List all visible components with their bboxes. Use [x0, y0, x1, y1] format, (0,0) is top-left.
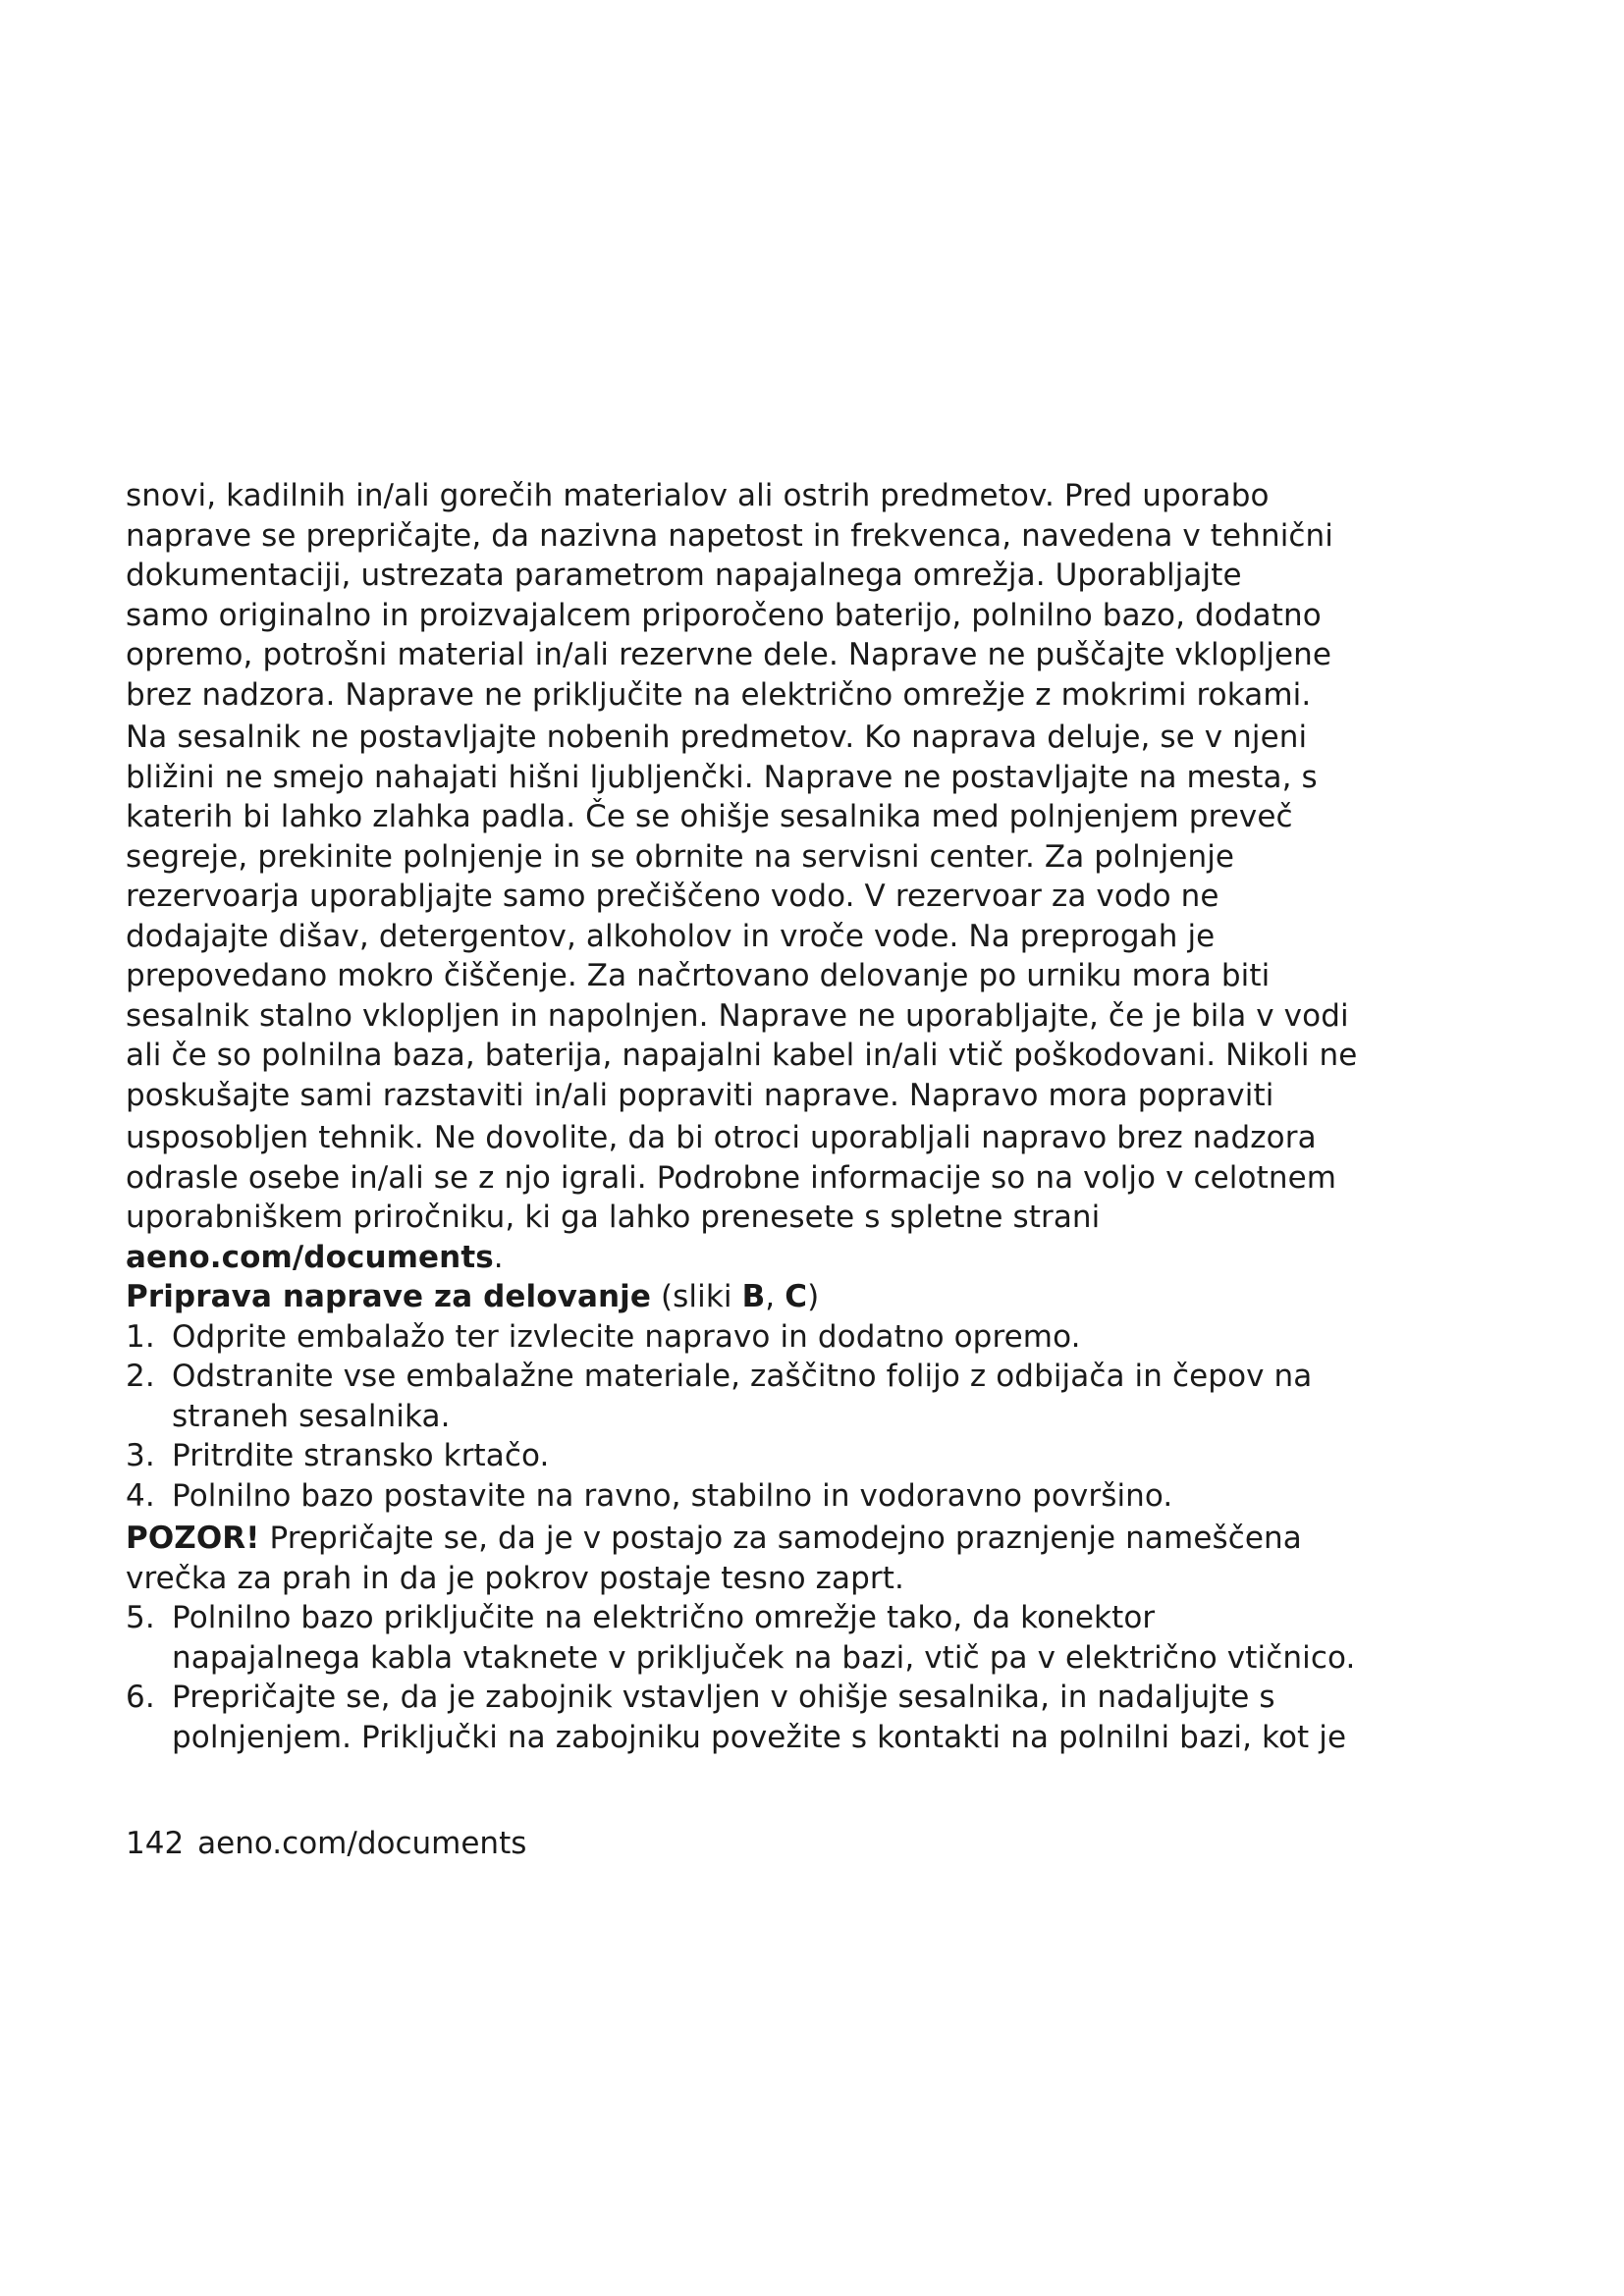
text-line: segreje, prekinite polnjenje in se obrnite na servisni center. Za polnjenje: [126, 838, 1235, 875]
text-line: ali če so polnilna baza, baterija, napajalni kabel in/ali vtič poškodovani. Nikoli ne: [126, 1038, 1358, 1073]
warning-line: POZOR! Prepričajte se, da je v postajo za samodejno praznjenje nameščena: [126, 1521, 1302, 1556]
text-line: snovi, kadilnih in/ali gorečih materialov ali ostrih predmetov. Pred uporabo: [126, 478, 1270, 513]
text-line: usposobljen tehnik. Ne dovolite, da bi otroci uporabljali napravo brez nadzora: [126, 1120, 1317, 1155]
text-line: opremo, potrošni material in/ali rezervne dele. Naprave ne puščajte vklopljene: [126, 637, 1332, 672]
text-line: dodajajte dišav, detergentov, alkoholov in vroče vode. Na preprogah je: [126, 918, 1216, 954]
figure-ref-b: B: [741, 1279, 766, 1314]
list-item: 1. Odprite embalažo ter izvlecite napravo in dodatno opremo.: [126, 1317, 1540, 1358]
text-line: Na sesalnik ne postavljajte nobenih predmetov. Ko naprava deluje, se v njeni: [126, 720, 1308, 755]
text-line: uporabniškem priročniku, ki ga lahko prenesete s spletne strani: [126, 1200, 1101, 1235]
text-line: poskušajte sami razstaviti in/ali popraviti naprave. Napravo mora popraviti: [126, 1077, 1274, 1113]
warning-line: vrečka za prah in da je pokrov postaje tesno zaprt.: [126, 1560, 904, 1596]
warning-label: POZOR!: [126, 1521, 260, 1556]
paragraph-safety: [126, 476, 1540, 1277]
text-line: bližini ne smejo nahajati hišni ljubljenčki. Naprave ne postavljajte na mesta, s: [126, 759, 1318, 795]
footer-url[interactable]: aeno.com/documents: [197, 1826, 527, 1861]
text-line: rezervoarja uporabljajte samo prečiščeno vodo. V rezervoar za vodo ne: [126, 879, 1219, 914]
text-line: odrasle osebe in/ali se z njo igrali. Podrobne informacije so na voljo v celotnem: [126, 1159, 1337, 1196]
docs-link[interactable]: aeno.com/documents: [126, 1239, 494, 1275]
figure-ref-c: C: [785, 1279, 808, 1314]
list-item-continuation: polnjenjem. Priključki na zabojniku povežite s kontakti na polnilni bazi, kot je: [172, 1719, 1347, 1755]
list-item-continuation: straneh sesalnika.: [172, 1398, 451, 1434]
warning-block: [126, 1519, 1540, 1598]
text-line: dokumentaciji, ustrezata parametrom napajalnega omrežja. Uporabljajte: [126, 558, 1242, 593]
text-line: sesalnik stalno vklopljen in napolnjen. Naprave ne uporabljajte, če je bila v vodi: [126, 997, 1349, 1034]
page-number: 142: [126, 1826, 185, 1861]
section-title: Priprava naprave za delovanje: [126, 1279, 652, 1314]
text-line: samo originalno in proizvajalcem priporočeno baterijo, polnilno bazo, dodatno: [126, 597, 1322, 633]
text-line: katerih bi lahko zlahka padla. Če se ohišje sesalnika med polnjenjem preveč: [126, 799, 1293, 834]
list-item: 2. Odstranite vse embalažne materiale, zaščitno folijo z odbijača in čepov na: [126, 1357, 1540, 1397]
list-item: 3. Pritrdite stransko krtačo.: [126, 1436, 1540, 1476]
list-item: 5. Polnilno bazo priključite na električno omrežje tako, da konektor: [126, 1598, 1540, 1638]
list-number: 5.: [126, 1600, 155, 1635]
document-body: [126, 476, 1540, 1757]
list-item: 4. Polnilno bazo postavite na ravno, stabilno in vodoravno površino.: [126, 1476, 1540, 1517]
steps-list-continued: [126, 1598, 1540, 1757]
list-item-continuation: napajalnega kabla vtaknete v priključek na bazi, vtič pa v električno vtičnico.: [172, 1639, 1356, 1676]
list-number: 2.: [126, 1359, 155, 1394]
list-item: 6. Prepričajte se, da je zabojnik vstavljen v ohišje sesalnika, in nadaljujte s: [126, 1678, 1540, 1718]
list-number: 6.: [126, 1680, 155, 1715]
list-number: 3.: [126, 1438, 155, 1473]
text-line: brez nadzora. Naprave ne priključite na električno omrežje z mokrimi rokami.: [126, 676, 1312, 713]
steps-list: [126, 1317, 1540, 1517]
list-number: 4.: [126, 1477, 155, 1514]
page-footer: [126, 1824, 526, 1863]
docs-link-line: aeno.com/documents.: [126, 1239, 504, 1275]
list-number: 1.: [126, 1318, 155, 1355]
text-line: naprave se prepričajte, da nazivna napetost in frekvenca, navedena v tehnični: [126, 517, 1334, 554]
text-line: prepovedano mokro čiščenje. Za načrtovano delovanje po urniku mora biti: [126, 958, 1271, 993]
section-heading: Priprava naprave za delovanje (sliki B, C): [126, 1279, 820, 1314]
